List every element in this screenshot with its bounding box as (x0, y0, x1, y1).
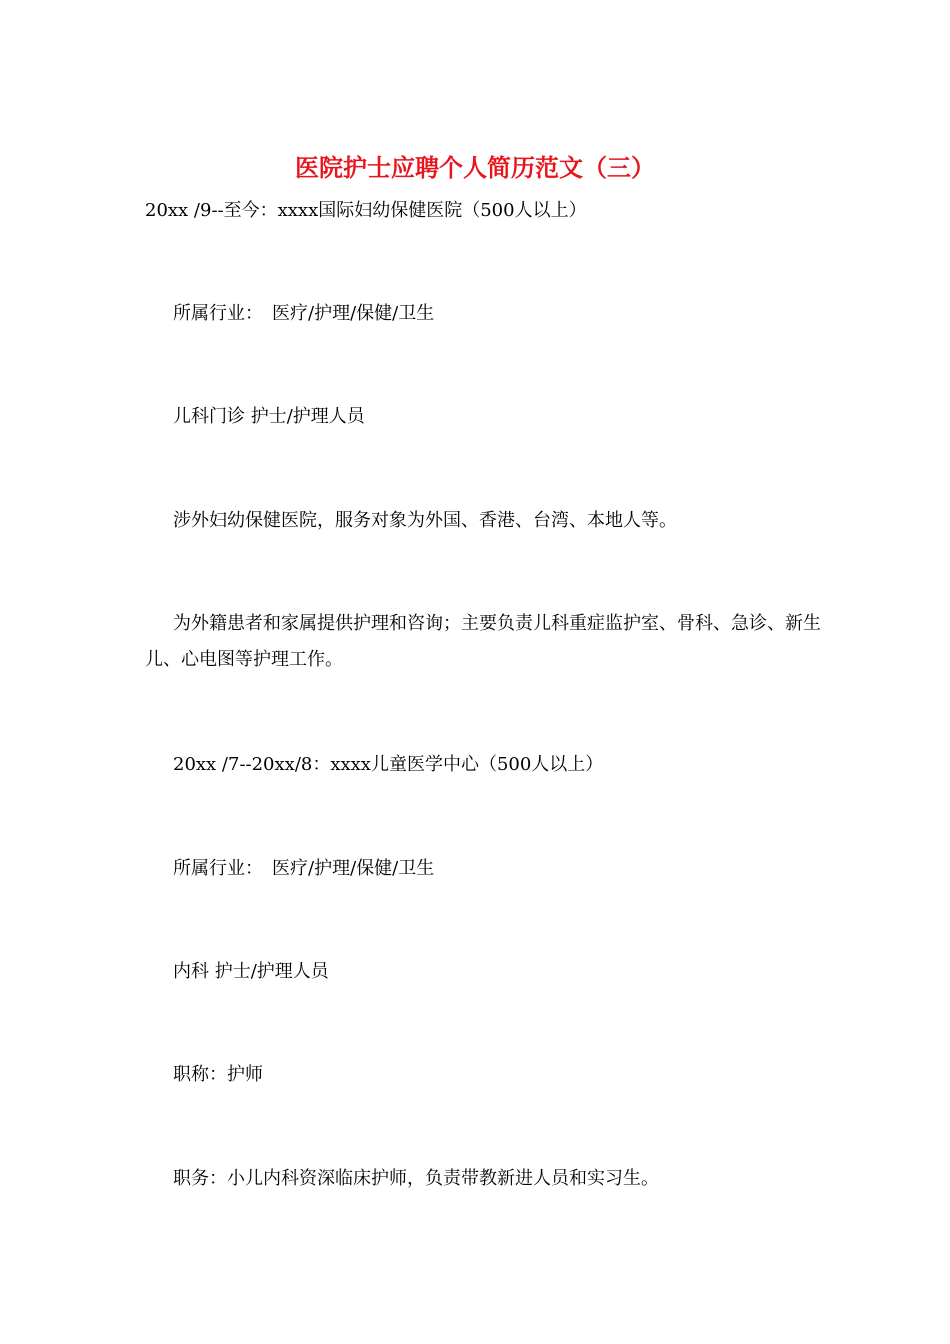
paragraph-position-1: 儿科门诊 护士/护理人员 (173, 406, 365, 427)
paragraph-employment-1: 20xx /9--至今：xxxx国际妇幼保健医院（500人以上） (145, 200, 587, 221)
paragraph-job-duties: 职务：小儿内科资深临床护师，负责带教新进人员和实习生。 (173, 1168, 659, 1189)
paragraph-employment-2: 20xx /7--20xx/8：xxxx儿童医学中心（500人以上） (173, 754, 604, 775)
paragraph-industry-1: 所属行业： 医疗/护理/保健/卫生 (173, 303, 435, 324)
paragraph-position-2: 内科 护士/护理人员 (173, 961, 329, 982)
paragraph-duties-1: 为外籍患者和家属提供护理和咨询；主要负责儿科重症监护室、骨科、急诊、新生儿、心电图等护理工作。 (145, 613, 821, 670)
paragraph-hospital-description: 涉外妇幼保健医院，服务对象为外国、香港、台湾、本地人等。 (173, 510, 677, 531)
paragraph-title-rank: 职称：护师 (173, 1064, 263, 1085)
paragraph-industry-2: 所属行业： 医疗/护理/保健/卫生 (173, 858, 435, 879)
document-title: 医院护士应聘个人简历范文（三） (295, 153, 655, 182)
